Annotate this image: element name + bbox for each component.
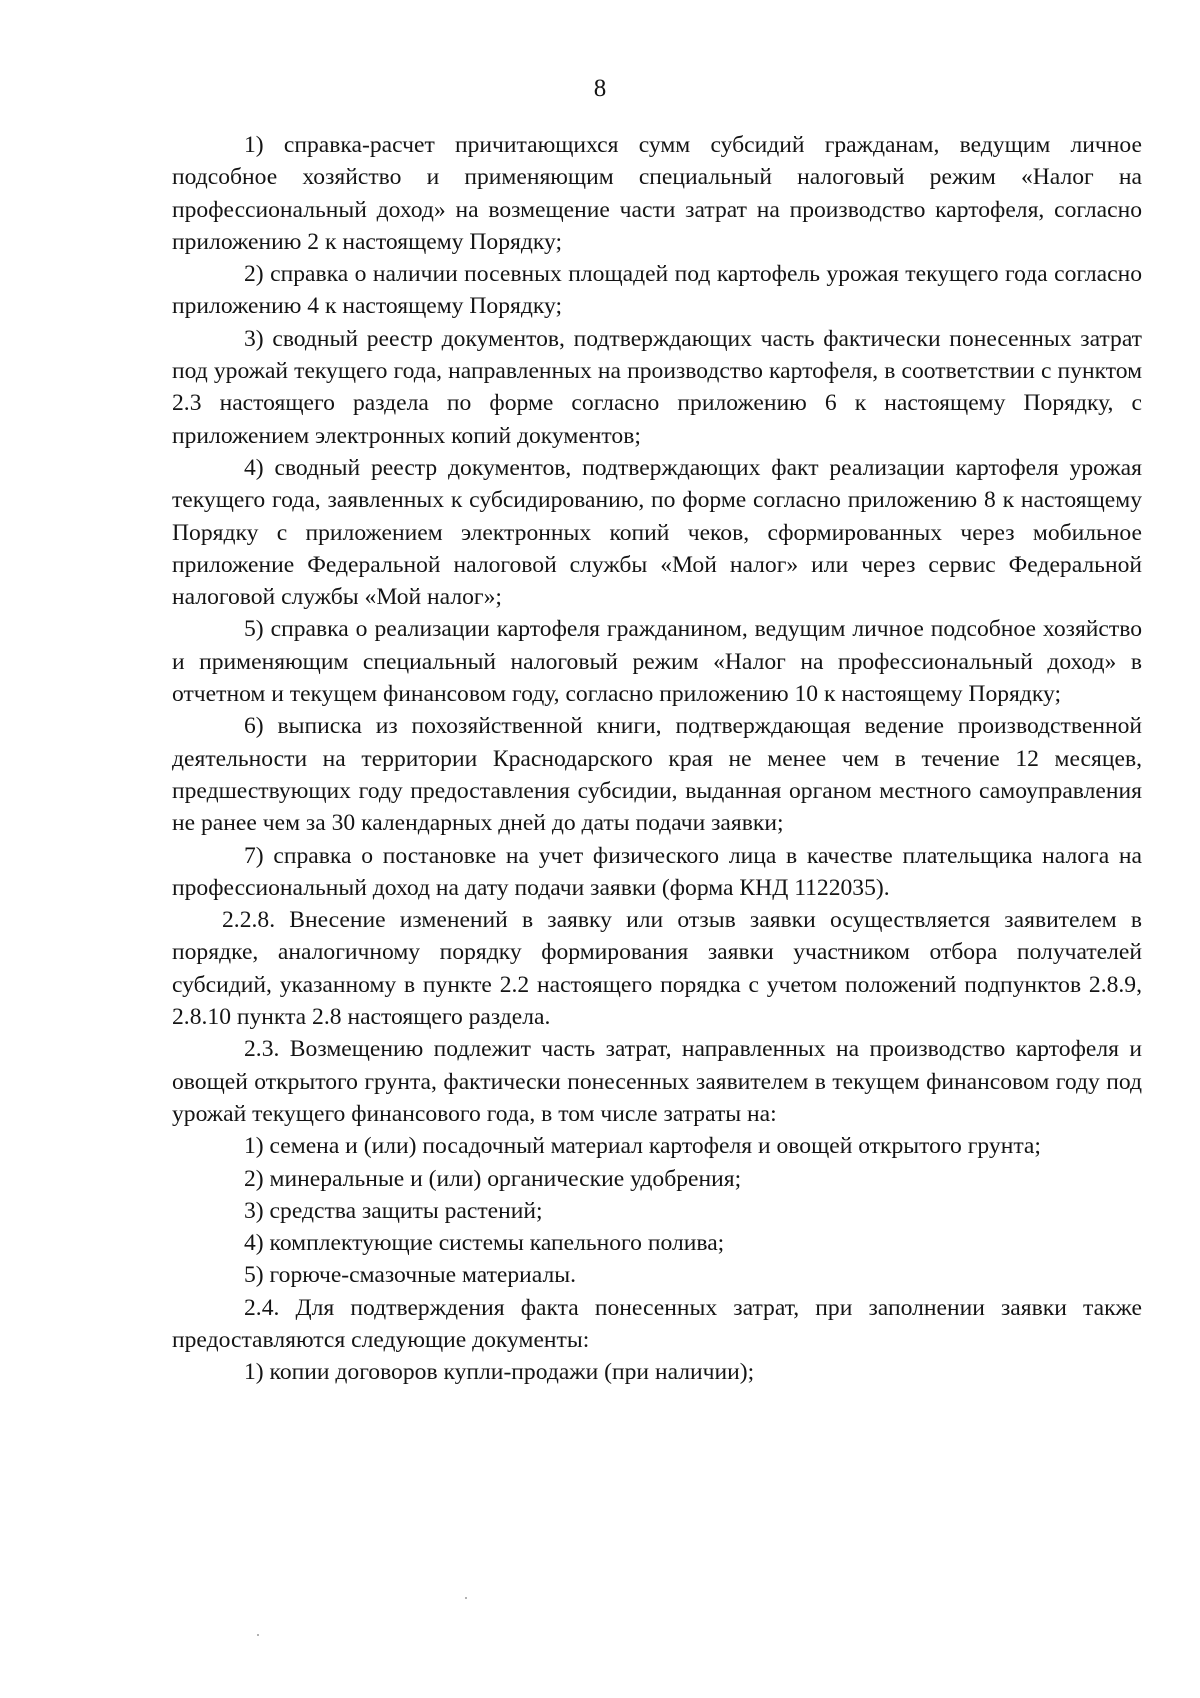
- scan-speck: [465, 1597, 467, 1599]
- cost-item-fertilizers: 2) минеральные и (или) органические удобрения;: [244, 1165, 742, 1192]
- paragraph-2-sown-area-certificate: 2) справка о наличии посевных площадей под картофель урожая текущего года согласно приложению 4 к настоящему Порядку;: [172, 261, 1142, 320]
- paragraph-6-household-book-extract: 6) выписка из похозяйственной книги, подтверждающая ведение производственной деятельности на территории Краснодарского края не менее чем в течение 12 месяцев, предшествующих году предоставления субсидии, выданная органом местного самоуправления не ранее чем за 30 календарных дней до даты подачи заявки;: [172, 713, 1142, 837]
- paragraph-3-costs-registry: 3) сводный реестр документов, подтверждающих часть фактически понесенных затрат под урожай текущего года, направленных на производство картофеля, в соответствии с пунктом 2.3 настоящего раздела по форме согласно приложению 6 к настоящему Порядку, с приложением электронных копий документов;: [172, 325, 1142, 449]
- document-body: [172, 129, 1142, 1389]
- cost-item-seeds: 1) семена и (или) посадочный материал картофеля и овощей открытого грунта;: [244, 1133, 1041, 1160]
- cost-item-drip-irrigation: 4) комплектующие системы капельного полива;: [244, 1230, 725, 1257]
- paragraph-7-tax-registration-certificate: 7) справка о постановке на учет физического лица в качестве плательщика налога на профессиональный доход на дату подачи заявки (форма КНД 1122035).: [172, 842, 1142, 901]
- scan-speck: [257, 1634, 259, 1636]
- paragraph-1-certificate-calculation: 1) справка-расчет причитающихся сумм субсидий гражданам, ведущим личное подсобное хозяйство и применяющим специальный налоговый режим «Налог на профессиональный доход» на возмещение части затрат на производство картофеля, согласно приложению 2 к настоящему Порядку;: [172, 132, 1142, 255]
- paragraph-2-2-8-application-changes: 2.2.8. Внесение изменений в заявку или отзыв заявки осуществляется заявителем в порядке, аналогичному порядку формирования заявки участником отбора получателей субсидий, указанному в пункте 2.2 настоящего порядка с учетом положений подпунктов 2.8.9, 2.8.10 пункта 2.8 настоящего раздела.: [172, 907, 1142, 1031]
- cost-item-plant-protection: 3) средства защиты растений;: [244, 1197, 543, 1224]
- paragraph-4-sales-registry: 4) сводный реестр документов, подтверждающих факт реализации картофеля урожая текущего года, заявленных к субсидированию, по форме согласно приложению 8 к настоящему Порядку с приложением электронных копий чеков, сформированных через мобильное приложение Федеральной налоговой службы «Мой налог» или через сервис Федеральной налоговой службы «Мой налог»;: [172, 454, 1142, 611]
- paragraph-2-3-reimbursable-costs: 2.3. Возмещению подлежит часть затрат, направленных на производство картофеля и овощей открытого грунта, фактически понесенных заявителем в текущем финансовом году под урожай текущего финансового года, в том числе затраты на:: [172, 1036, 1142, 1127]
- document-item-sale-contracts: 1) копии договоров купли-продажи (при наличии);: [244, 1359, 755, 1386]
- paragraph-5-sales-certificate: 5) справка о реализации картофеля гражданином, ведущим личное подсобное хозяйство и применяющим специальный налоговый режим «Налог на профессиональный доход» в отчетном и текущем финансовом году, согласно приложению 10 к настоящему Порядку;: [172, 616, 1142, 708]
- page-number: 8: [593, 75, 607, 102]
- paragraph-2-4-supporting-documents: 2.4. Для подтверждения факта понесенных затрат, при заполнении заявки также предоставляются следующие документы:: [172, 1294, 1142, 1353]
- cost-item-fuel-lubricants: 5) горюче-смазочные материалы.: [244, 1262, 576, 1289]
